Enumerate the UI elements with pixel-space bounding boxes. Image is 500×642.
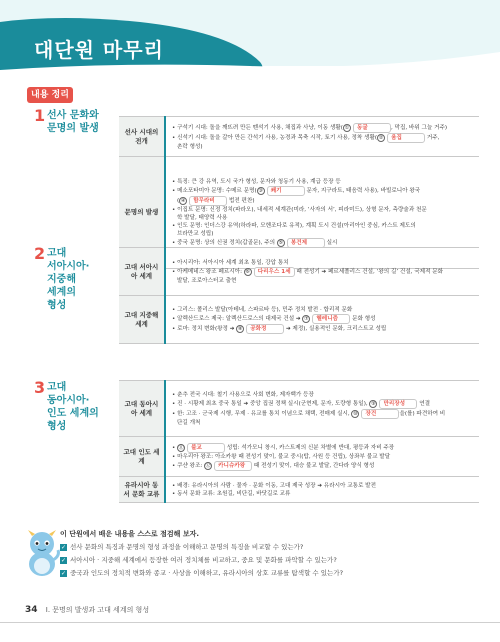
dragon-mascot-icon xyxy=(22,528,62,578)
chapter-title-line: 문명의 발생 xyxy=(47,123,99,134)
row-content: • 춘추 전국 시대: 철기 사용으로 사회 변화, 제자백가 등장 • 진 · 시황제 최초 중국 통일 ➔ 중앙 집권 정책 실시(군현제, 문자, 도량형 통일), ⑨ 만리장성 연결 • 한: 고조 · 군국제 시행, 무제 · 유교를 통치 이념으로 채택, 전매제 실시, ⑩ 장건 을(를) 파견하여 비 단길 개척 xyxy=(165,381,479,437)
header-banner xyxy=(0,0,500,84)
chapter-number: 1 xyxy=(34,106,46,125)
chapter-number: 3 xyxy=(34,378,46,397)
row-label: 선사 시대의 전개 xyxy=(119,117,165,157)
answer-blank: 카니슈카왕 xyxy=(214,461,252,471)
answer-blank: 쐐기 xyxy=(267,186,305,196)
row-label: 고대 동아시아 세계 xyxy=(119,381,165,437)
answer-blank: 만리장성 xyxy=(379,399,417,409)
row-content: • 특징: 큰 강 유역, 도시 국가 형성, 문자와 청동기 사용, 계급 등장 등 • 메소포타미아 문명: 수메르 문명( ③ 쐐기 문자, 지구라트, 태음력 사용), 바빌로니아 왕국 ( ④ 함무라비 법전 편찬) • 이집트 문명: 신정 정치(파라오), 내세적 세계관(미라, ‘사자의 서’, 피라미드), 상형 문자, 측량술과 천문 학 발달, 태양력 사용 • 인도 문명: 인더스강 유역(하라파, 모헨조다로 유적), 계획 도시 건설(아리아인 중심, 카스트 제도의 브라만교 성립) • 중국 문명: 상의 신권 정치(갑골문), 주의 ⑤ 봉건제 실시 xyxy=(165,157,479,269)
footer-divider xyxy=(0,622,500,623)
page-number: 34 xyxy=(25,605,38,615)
answer-blank: 헬레니즘 xyxy=(312,314,350,324)
page-footer xyxy=(25,605,149,615)
row-content: • 구석기 시대: 돌을 깨뜨려 만든 뗀석기 사용, 채집과 사냥, 이동 생활( ① 동굴 , 막집, 바위 그늘 거주) • 신석기 시대: 돌을 갈아 만든 간석기 사용, 농경과 목축 시작, 토기 사용, 정착 생활( ② 움집 거주, 촌락 형성) xyxy=(165,117,479,157)
answer-blank: 불교 xyxy=(187,443,225,453)
check-icon: ✓ xyxy=(60,543,67,551)
check-icon: ✓ xyxy=(60,569,67,577)
row-label: 고대 지중해 세계 xyxy=(119,296,165,344)
chapter-title: 고대 동아시아· 인도 세계의 형성 xyxy=(47,382,99,432)
footer-text: Ⅰ. 문명의 발생과 고대 세계의 형성 xyxy=(45,606,150,614)
answer-blank: 장건 xyxy=(361,409,399,419)
self-check-item[interactable]: ✓ 중국과 인도의 정치적 변화와 종교 · 사상을 이해하고, 유라시아의 상호 교류를 탐색할 수 있는가? xyxy=(60,569,344,577)
page-title: 대단원 마무리 xyxy=(34,38,164,62)
row-label: 고대 서아시아 세계 xyxy=(119,248,165,296)
chapter-number: 2 xyxy=(34,244,46,263)
self-check-title: 이 단원에서 배운 내용을 스스로 점검해 보자. xyxy=(60,530,199,538)
row-content: • 배경: 유라시아의 사람 · 물자 · 문화 이동, 고대 제국 성장 ➔ 유라시아 교통로 발전 • 동서 문화 교류: 초원길, 비단길, 바닷길로 교류 xyxy=(165,477,479,503)
answer-blank: 다리우스 1세 xyxy=(254,267,295,277)
answer-blank: 봉건제 xyxy=(287,238,325,248)
answer-blank: 동굴 xyxy=(353,123,391,133)
summary-table-2 xyxy=(119,247,479,344)
row-label: 고대 인도 세계 xyxy=(119,437,165,477)
self-check-item[interactable]: ✓ 선사 문화의 특징과 문명의 형성 과정을 이해하고 문명의 특징을 비교할 수 있는가? xyxy=(60,543,304,551)
summary-table-3 xyxy=(119,380,479,503)
row-label: 문명의 발생 xyxy=(119,157,165,269)
chapter-title: 고대 서아시아· 지중해 세계의 형성 xyxy=(47,248,90,311)
chapter-title xyxy=(47,109,99,135)
self-check-item[interactable]: ✓ 서아시아 · 지중해 세계에서 등장한 여러 정치체를 비교하고, 중요 및 문화를 파악할 수 있는가? xyxy=(60,556,337,564)
row-content: • ⑪ 불교 성립: 석가모니 창시, 카스트제의 신분 차별에 반대, 평등과 자비 주장 • 마우리아 왕조: 아소카왕 때 전성기 맞이, 불교 중시(탑, 사원 등 건립), 상좌부 불교 발달 • 쿠샨 왕조: ⑫ 카니슈카왕 때 전성기 맞이, 대승 불교 발달, 간다라 양식 형성 xyxy=(165,437,479,477)
answer-blank: 함무라비 xyxy=(189,196,227,206)
check-icon: ✓ xyxy=(60,556,67,564)
row-content: • 그리스: 폴리스 발달(아테네, 스파르타 등), 민주 정치 발전 · 합리적 문화 • 알렉산드로스 제국: 알렉산드로스의 대제국 건설 ➔ ⑦ 헬레니즘 문화 형성 • 로마: 정치 변화(왕정 ➔ ⑧ 공화정 ➔ 제정), 실용적인 문화, 크리스트교 성립 xyxy=(165,296,479,344)
section-tab: 내용 정리 xyxy=(27,87,73,103)
self-check xyxy=(60,529,470,580)
chapter-title-line: 선사 문화와 xyxy=(47,110,99,121)
row-label: 유라시아 동서 문화 교류 xyxy=(119,477,165,503)
answer-blank: 움집 xyxy=(387,133,425,143)
row-content: • 아시리아: 서아시아 세계 최초 통일, 강압 통치 • 아케메네스 왕조 페르시아: ⑥ 다리우스 1세 때 전성기 ➔ 페르세폴리스 건설, ‘왕의 길’ 건설, 국제적 문화 발달, 조로아스터교 출현 xyxy=(165,248,479,296)
answer-blank: 공화정 xyxy=(246,324,284,334)
